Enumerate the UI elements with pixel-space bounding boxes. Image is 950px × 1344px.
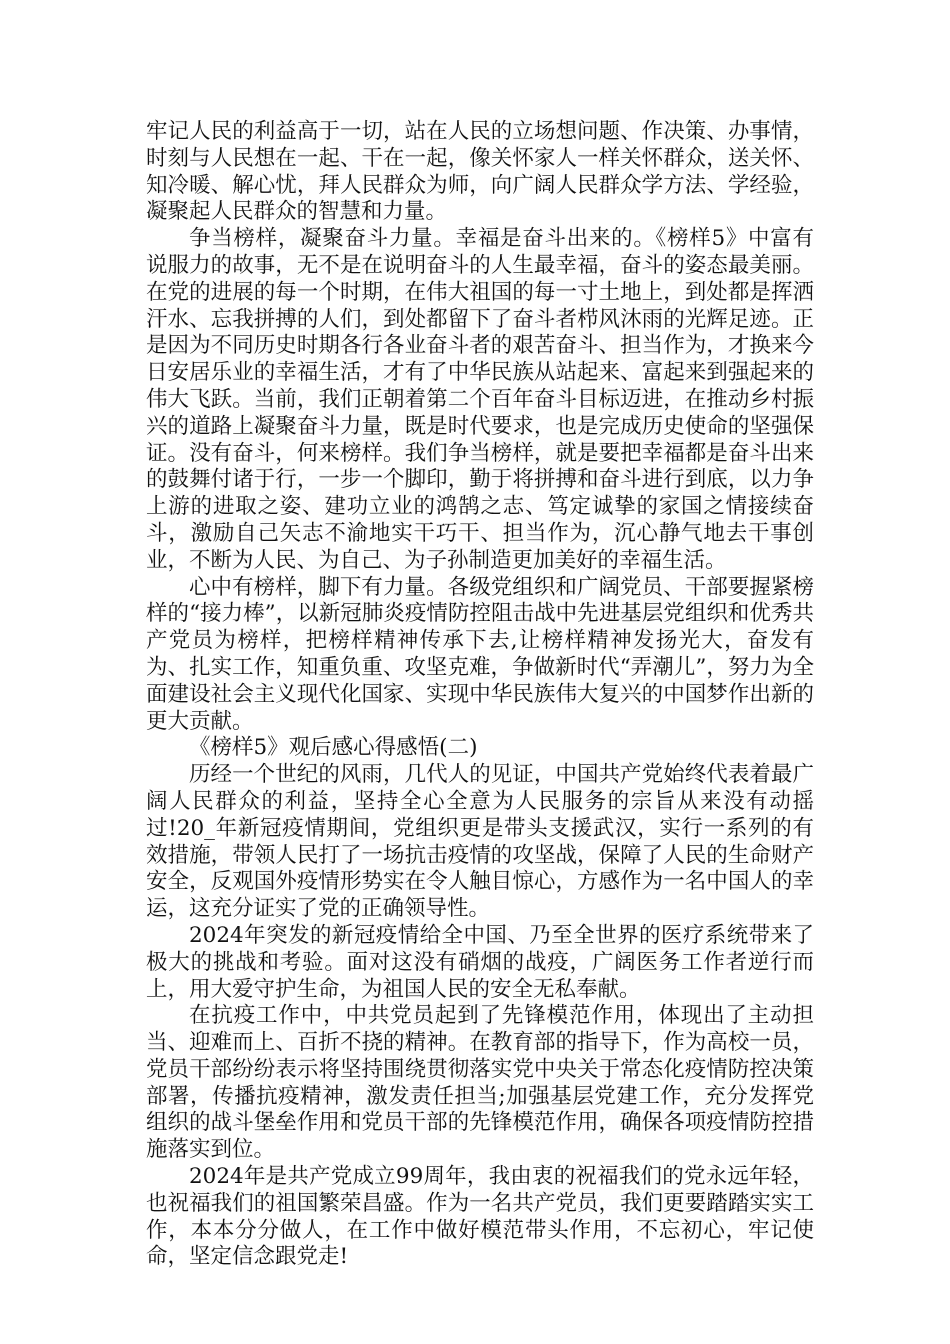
paragraph-anniversary-wishes: 2024年是共产党成立99周年，我由衷的祝福我们的党永远年轻，也祝福我们的祖国繁荣昌盛。作为一名共产党员，我们更要踏踏实实工作，本本分分做人，在工作中做好模范带头作用，不忘初心，牢记使命，坚定信念跟党走! xyxy=(146,1164,814,1270)
section-title: 《榜样5》观后感心得感悟(二) xyxy=(189,735,478,761)
paragraph-continuation: 牢记人民的利益高于一切，站在人民的立场想问题、作决策、办事情，时刻与人民想在一起、干在一起，像关怀家人一样关怀群众，送关怀、知冷暖、解心忧，拜人民群众为师，向广阔人民群众学方法、学经验，凝聚起人民群众的智慧和力量。 xyxy=(146,119,814,225)
paragraph-strive-as-model: 争当榜样，凝聚奋斗力量。幸福是奋斗出来的。《榜样5》中富有说服力的故事，无不是在说明奋斗的人生最幸福，奋斗的姿态最美丽。在党的进展的每一个时期，在伟大祖国的每一寸土地上，到处都是挥洒汗水、忘我拼搏的人们，到处都留下了奋斗者栉风沐雨的光辉足迹。正是因为不同历史时期各行各业奋斗者的艰苦奋斗、担当作为，才换来今日安居乐业的幸福生活，才有了中华民族从站起来、富起来到强起来的伟大飞跃。当前，我们正朝着第二个百年奋斗目标迈进，在推动乡村振兴的道路上凝聚奋斗力量，既是时代要求，也是完成历史使命的坚强保证。没有奋斗，何来榜样。我们争当榜样，就是要把幸福都是奋斗出来的鼓舞付诸于行，一步一个脚印，勤于将拼搏和奋斗进行到底，以力争上游的进取之姿、建功立业的鸿鹄之志、笃定诚挚的家国之情接续奋斗，激励自己矢志不渝地实干巧干、担当作为，沉心静气地去干事创业，不断为人民、为自己、为子孙制造更加美好的幸福生活。 xyxy=(146,226,814,573)
paragraph-party-members-role: 在抗疫工作中，中共党员起到了先锋模范作用，体现出了主动担当、迎难而上、百折不挠的精神。在教育部的指导下，作为高校一员，党员干部纷纷表示将坚持围绕贯彻落实党中央关于常态化疫情防控决策部署，传播抗疫精神，激发责任担当;加强基层党建工作，充分发挥党组织的战斗堡垒作用和党员干部的先锋模范作用，确保各项疫情防控措施落实到位。 xyxy=(146,1003,814,1163)
paragraph-model-in-heart: 心中有榜样，脚下有力量。各级党组织和广阔党员、干部要握紧榜样的“接力棒”，以新冠肺炎疫情防控阻击战中先进基层党组织和优秀共产党员为榜样，把榜样精神传承下去,让榜样精神发扬光大，奋发有为、扎实工作，知重负重、攻坚克难，争做新时代“弄潮儿”，努力为全面建设社会主义现代化国家、实现中华民族伟大复兴的中国梦作出新的更大贡献。 xyxy=(146,574,814,734)
document-page xyxy=(146,119,814,1271)
paragraph-epidemic-challenge: 2024年突发的新冠疫情给全中国、乃至全世界的医疗系统带来了极大的挑战和考验。面对这没有硝烟的战疫，广阔医务工作者逆行而上，用大爱守护生命，为祖国人民的安全无私奉献。 xyxy=(146,922,814,1002)
paragraph-century-history: 历经一个世纪的风雨，几代人的见证，中国共产党始终代表着最广阔人民群众的利益，坚持全心全意为人民服务的宗旨从来没有动摇过!20_年新冠疫情期间，党组织更是带头支援武汉，实行一系列的有效措施，带领人民打了一场抗击疫情的攻坚战，保障了人民的生命财产安全，反观国外疫情形势实在令人触目惊心，方感作为一名中国人的幸运，这充分证实了党的正确领导性。 xyxy=(146,762,814,922)
